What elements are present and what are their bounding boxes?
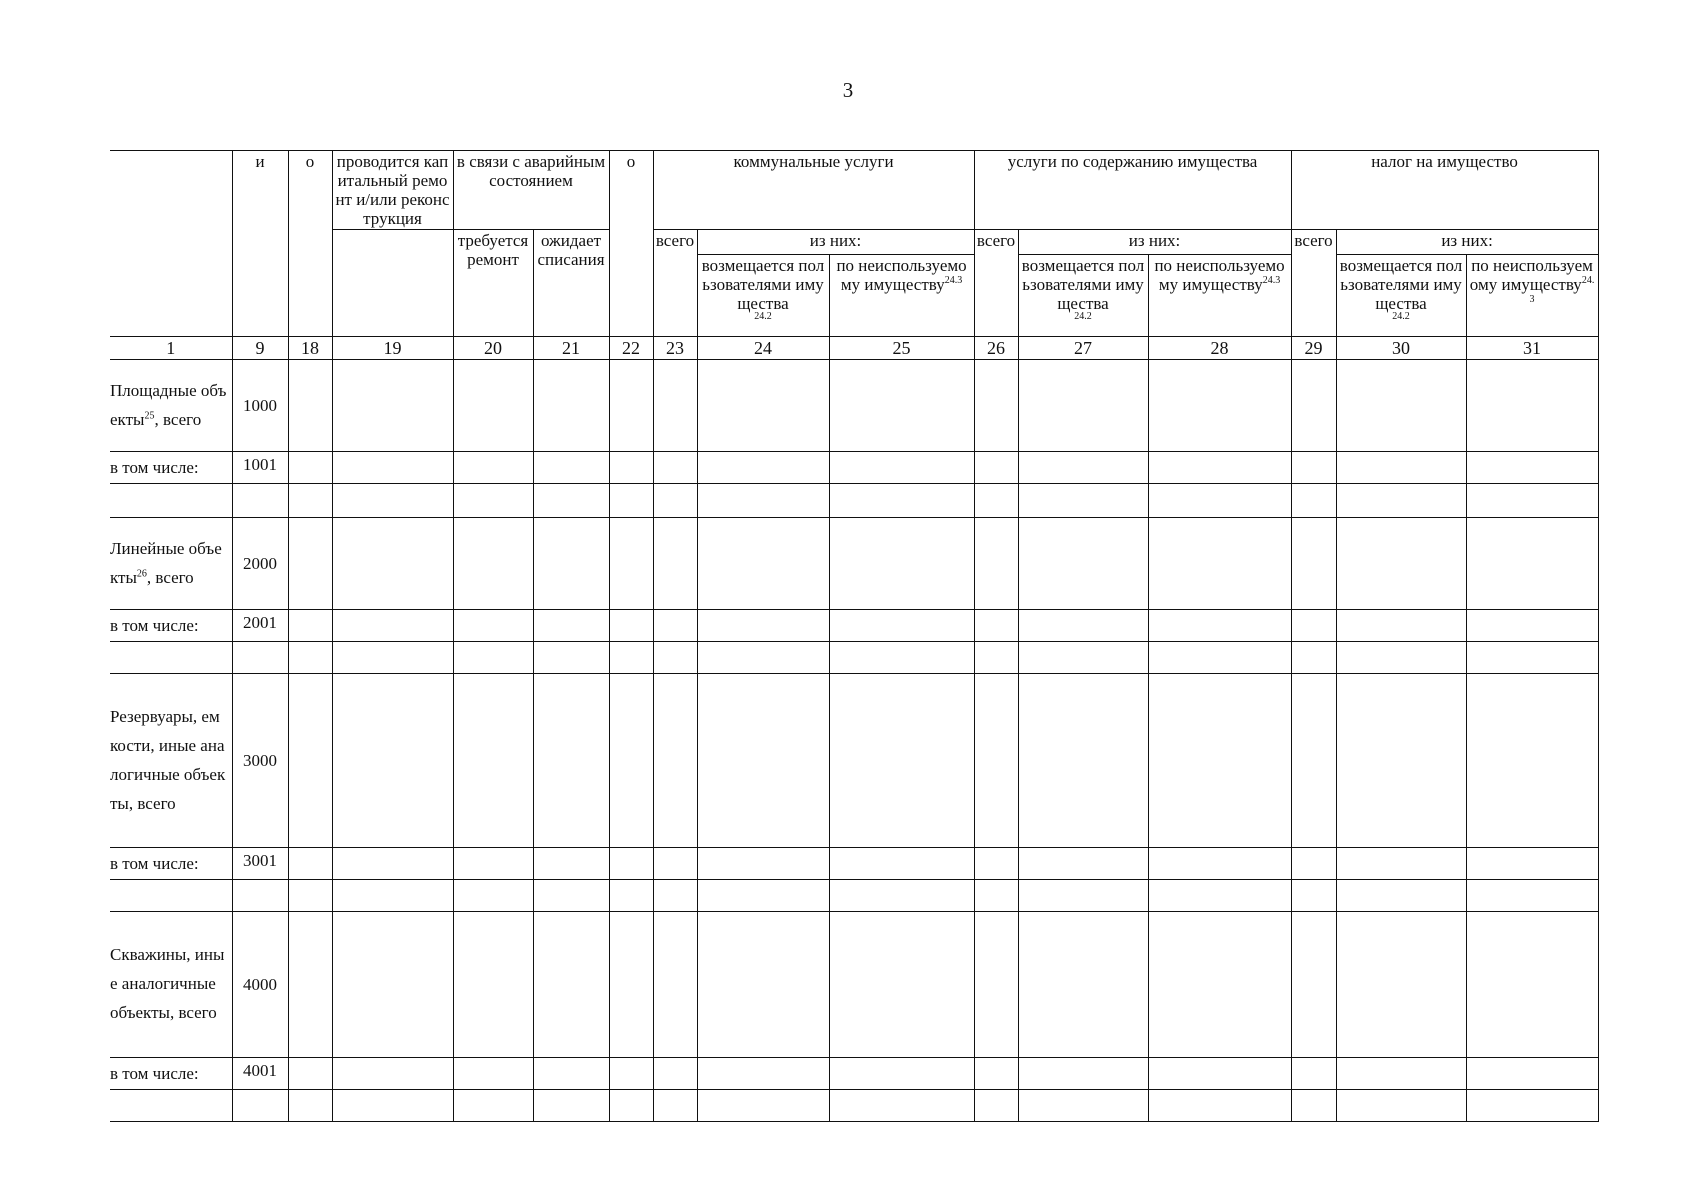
data-cell[interactable] bbox=[453, 880, 533, 912]
row-label bbox=[110, 360, 232, 452]
data-cell[interactable] bbox=[1148, 518, 1291, 610]
data-cell[interactable] bbox=[1466, 912, 1598, 1058]
data-cell[interactable] bbox=[332, 518, 453, 610]
data-cell[interactable] bbox=[453, 912, 533, 1058]
data-cell[interactable] bbox=[1466, 642, 1598, 674]
data-cell[interactable] bbox=[829, 848, 974, 880]
row-code: 1001 bbox=[232, 452, 288, 484]
table-row-blank bbox=[110, 880, 1598, 912]
table-row-3001 bbox=[110, 848, 1598, 880]
data-cell[interactable] bbox=[288, 518, 332, 610]
header-maintenance-total: всего bbox=[974, 230, 1018, 337]
data-cell[interactable] bbox=[1466, 1090, 1598, 1122]
data-cell[interactable] bbox=[829, 1090, 974, 1122]
data-cell[interactable] bbox=[533, 674, 609, 848]
data-cell[interactable] bbox=[829, 880, 974, 912]
data-cell[interactable] bbox=[829, 674, 974, 848]
data-cell[interactable] bbox=[1148, 484, 1291, 518]
data-cell[interactable] bbox=[1018, 452, 1148, 484]
data-cell[interactable] bbox=[1336, 912, 1466, 1058]
data-cell[interactable] bbox=[829, 1058, 974, 1090]
data-cell[interactable] bbox=[974, 912, 1018, 1058]
capital-repair-label: проводится капитальный ремонт и/или реконструкция bbox=[335, 152, 450, 229]
data-cell[interactable] bbox=[1291, 1090, 1336, 1122]
data-cell[interactable] bbox=[697, 610, 829, 642]
table-row-1000 bbox=[110, 360, 1598, 452]
header-utilities-reimbursed bbox=[697, 255, 829, 337]
row-label: Скважины, иные аналогичные объекты, всего bbox=[110, 912, 232, 1058]
data-cell[interactable] bbox=[974, 452, 1018, 484]
data-cell[interactable] bbox=[829, 518, 974, 610]
column-number: 21 bbox=[533, 337, 609, 360]
data-cell[interactable] bbox=[697, 452, 829, 484]
page-number: 3 bbox=[842, 78, 854, 102]
data-cell[interactable] bbox=[1336, 610, 1466, 642]
data-cell[interactable] bbox=[609, 912, 653, 1058]
data-cell[interactable] bbox=[1466, 360, 1598, 452]
data-cell[interactable] bbox=[697, 642, 829, 674]
data-cell[interactable] bbox=[653, 1058, 697, 1090]
data-cell[interactable] bbox=[653, 674, 697, 848]
data-cell[interactable] bbox=[533, 452, 609, 484]
data-cell[interactable] bbox=[1466, 848, 1598, 880]
row-label: Резервуары, емкости, иные аналогичные объекты, всего bbox=[110, 674, 232, 848]
data-cell[interactable] bbox=[1291, 880, 1336, 912]
data-cell[interactable] bbox=[332, 912, 453, 1058]
data-cell[interactable] bbox=[1291, 452, 1336, 484]
data-cell[interactable] bbox=[533, 642, 609, 674]
footnote-ref: 24.3 bbox=[944, 275, 963, 287]
report-form bbox=[110, 150, 1598, 1122]
data-cell[interactable] bbox=[1466, 484, 1598, 518]
table-row-4000 bbox=[110, 912, 1598, 1058]
row-label-text: Линейные объекты bbox=[110, 538, 222, 587]
data-cell[interactable] bbox=[1291, 1058, 1336, 1090]
data-cell[interactable] bbox=[609, 880, 653, 912]
row-label bbox=[110, 518, 232, 610]
header-tax-total: всего bbox=[1291, 230, 1336, 337]
row-label bbox=[110, 1090, 232, 1122]
data-cell[interactable] bbox=[1336, 880, 1466, 912]
data-cell[interactable] bbox=[609, 452, 653, 484]
column-number: 30 bbox=[1336, 337, 1466, 360]
header-col-o: о bbox=[288, 151, 332, 337]
column-number: 9 bbox=[232, 337, 288, 360]
data-cell[interactable] bbox=[1291, 674, 1336, 848]
data-cell[interactable] bbox=[1018, 360, 1148, 452]
data-cell[interactable] bbox=[332, 642, 453, 674]
data-cell[interactable] bbox=[453, 1090, 533, 1122]
data-cell[interactable] bbox=[533, 1058, 609, 1090]
data-cell[interactable] bbox=[609, 642, 653, 674]
footnote-ref: 26 bbox=[136, 567, 147, 579]
row-label-suffix: , всего bbox=[154, 409, 202, 429]
data-cell[interactable] bbox=[697, 848, 829, 880]
data-cell[interactable] bbox=[453, 518, 533, 610]
data-cell[interactable] bbox=[1336, 1090, 1466, 1122]
data-cell[interactable] bbox=[1018, 1090, 1148, 1122]
data-cell[interactable] bbox=[453, 452, 533, 484]
data-cell[interactable] bbox=[533, 880, 609, 912]
data-cell[interactable] bbox=[653, 1090, 697, 1122]
data-cell[interactable] bbox=[697, 674, 829, 848]
table-row-blank bbox=[110, 484, 1598, 518]
data-cell[interactable] bbox=[1466, 452, 1598, 484]
data-cell[interactable] bbox=[829, 912, 974, 1058]
data-cell[interactable] bbox=[609, 518, 653, 610]
data-cell[interactable] bbox=[829, 610, 974, 642]
header-utilities: коммунальные услуги bbox=[653, 151, 974, 230]
row-code: 3000 bbox=[232, 674, 288, 848]
data-cell[interactable] bbox=[533, 848, 609, 880]
column-number: 1 bbox=[110, 337, 232, 360]
row-code: 2001 bbox=[232, 610, 288, 642]
data-cell[interactable] bbox=[609, 848, 653, 880]
row-label bbox=[110, 484, 232, 518]
column-number: 20 bbox=[453, 337, 533, 360]
data-cell[interactable] bbox=[653, 452, 697, 484]
footnote-ref: 24.2 bbox=[1074, 311, 1092, 323]
data-cell[interactable] bbox=[609, 360, 653, 452]
header-maintenance-reimbursed bbox=[1018, 255, 1148, 337]
table-row-4001 bbox=[110, 1058, 1598, 1090]
data-cell[interactable] bbox=[609, 1058, 653, 1090]
data-cell[interactable] bbox=[697, 880, 829, 912]
data-cell[interactable] bbox=[653, 518, 697, 610]
table-row-3000 bbox=[110, 674, 1598, 848]
data-cell[interactable] bbox=[653, 484, 697, 518]
header-property-tax: налог на имущество bbox=[1291, 151, 1598, 230]
data-cell[interactable] bbox=[332, 484, 453, 518]
header-col-o-2: о bbox=[609, 151, 653, 337]
data-cell[interactable] bbox=[453, 610, 533, 642]
data-cell[interactable] bbox=[1336, 518, 1466, 610]
row-label: в том числе: bbox=[110, 452, 232, 484]
row-code[interactable] bbox=[232, 1090, 288, 1122]
data-cell[interactable] bbox=[1466, 610, 1598, 642]
column-number: 24 bbox=[697, 337, 829, 360]
data-cell[interactable] bbox=[974, 880, 1018, 912]
header-maintenance-of-which: из них: bbox=[1018, 230, 1291, 255]
header-utilities-total: всего bbox=[653, 230, 697, 337]
data-cell[interactable] bbox=[1291, 642, 1336, 674]
header-capital-repair bbox=[332, 151, 453, 230]
data-cell[interactable] bbox=[1148, 1090, 1291, 1122]
table-row-1001 bbox=[110, 452, 1598, 484]
data-cell[interactable] bbox=[974, 484, 1018, 518]
reimbursed-label: возмещается пользователями имущества bbox=[1339, 256, 1463, 314]
data-cell[interactable] bbox=[1148, 642, 1291, 674]
data-cell[interactable] bbox=[1336, 674, 1466, 848]
data-cell[interactable] bbox=[829, 452, 974, 484]
unused-label: по неиспользуемому имуществу bbox=[836, 256, 967, 295]
data-cell[interactable] bbox=[288, 360, 332, 452]
data-cell[interactable] bbox=[332, 880, 453, 912]
header-awaits-writeoff: ожидает списания bbox=[533, 230, 609, 337]
header-utilities-of-which: из них: bbox=[697, 230, 974, 255]
data-cell[interactable] bbox=[1336, 360, 1466, 452]
data-cell[interactable] bbox=[288, 642, 332, 674]
data-cell[interactable] bbox=[697, 360, 829, 452]
table-row-blank bbox=[110, 1090, 1598, 1122]
data-cell[interactable] bbox=[1466, 880, 1598, 912]
column-number: 18 bbox=[288, 337, 332, 360]
header-maintenance-unused bbox=[1148, 255, 1291, 337]
data-cell[interactable] bbox=[1018, 880, 1148, 912]
header-requires-repair: требуется ремонт bbox=[453, 230, 533, 337]
data-cell[interactable] bbox=[697, 518, 829, 610]
header-tax-reimbursed bbox=[1336, 255, 1466, 337]
header-name-cell bbox=[110, 151, 232, 337]
data-cell[interactable] bbox=[1466, 518, 1598, 610]
data-cell[interactable] bbox=[332, 1058, 453, 1090]
data-cell[interactable] bbox=[974, 1090, 1018, 1122]
data-cell[interactable] bbox=[1018, 610, 1148, 642]
data-cell[interactable] bbox=[974, 610, 1018, 642]
data-cell[interactable] bbox=[1148, 674, 1291, 848]
data-cell[interactable] bbox=[332, 360, 453, 452]
table-row-blank bbox=[110, 642, 1598, 674]
header-row-1 bbox=[110, 151, 1598, 230]
data-cell[interactable] bbox=[332, 452, 453, 484]
column-number: 28 bbox=[1148, 337, 1291, 360]
data-cell[interactable] bbox=[653, 848, 697, 880]
data-cell[interactable] bbox=[288, 1090, 332, 1122]
column-number: 31 bbox=[1466, 337, 1598, 360]
data-cell[interactable] bbox=[829, 484, 974, 518]
data-cell[interactable] bbox=[1291, 518, 1336, 610]
data-cell[interactable] bbox=[1148, 610, 1291, 642]
reimbursed-label: возмещается пользователями имущества bbox=[701, 256, 825, 314]
table-row-2001 bbox=[110, 610, 1598, 642]
data-cell[interactable] bbox=[288, 484, 332, 518]
header-row-2 bbox=[110, 230, 1598, 255]
header-utilities-unused bbox=[829, 255, 974, 337]
data-cell[interactable] bbox=[974, 518, 1018, 610]
data-cell[interactable] bbox=[653, 912, 697, 1058]
data-cell[interactable] bbox=[1291, 610, 1336, 642]
data-cell[interactable] bbox=[1018, 848, 1148, 880]
data-cell[interactable] bbox=[1291, 484, 1336, 518]
data-cell[interactable] bbox=[1018, 1058, 1148, 1090]
column-numbers-row bbox=[110, 337, 1598, 360]
data-cell[interactable] bbox=[453, 1058, 533, 1090]
column-number: 27 bbox=[1018, 337, 1148, 360]
row-code: 3001 bbox=[232, 848, 288, 880]
column-number: 29 bbox=[1291, 337, 1336, 360]
data-cell[interactable] bbox=[1291, 360, 1336, 452]
data-cell[interactable] bbox=[1336, 484, 1466, 518]
data-cell[interactable] bbox=[533, 518, 609, 610]
row-code[interactable] bbox=[232, 484, 288, 518]
data-cell[interactable] bbox=[609, 674, 653, 848]
data-cell[interactable] bbox=[1148, 360, 1291, 452]
property-costs-table bbox=[110, 150, 1599, 1122]
data-cell[interactable] bbox=[288, 452, 332, 484]
data-cell[interactable] bbox=[1148, 912, 1291, 1058]
footnote-ref: 24.2 bbox=[754, 311, 772, 323]
row-code: 1000 bbox=[232, 360, 288, 452]
data-cell[interactable] bbox=[1336, 452, 1466, 484]
footnote-ref: 24.3 bbox=[1262, 275, 1281, 287]
data-cell[interactable] bbox=[1291, 848, 1336, 880]
unused-label: по неиспользуемому имуществу bbox=[1469, 256, 1593, 295]
data-cell[interactable] bbox=[974, 674, 1018, 848]
data-cell[interactable] bbox=[653, 610, 697, 642]
row-label: в том числе: bbox=[110, 848, 232, 880]
data-cell[interactable] bbox=[288, 880, 332, 912]
row-code: 2000 bbox=[232, 518, 288, 610]
data-cell[interactable] bbox=[697, 1058, 829, 1090]
data-cell[interactable] bbox=[653, 642, 697, 674]
column-number: 23 bbox=[653, 337, 697, 360]
footnote-ref: 24.2 bbox=[1392, 311, 1410, 323]
data-cell[interactable] bbox=[1018, 674, 1148, 848]
table-row-2000 bbox=[110, 518, 1598, 610]
data-cell[interactable] bbox=[1018, 518, 1148, 610]
data-cell[interactable] bbox=[288, 610, 332, 642]
data-cell[interactable] bbox=[332, 610, 453, 642]
row-code[interactable] bbox=[232, 880, 288, 912]
column-number: 25 bbox=[829, 337, 974, 360]
data-cell[interactable] bbox=[697, 1090, 829, 1122]
data-cell[interactable] bbox=[1148, 1058, 1291, 1090]
row-label bbox=[110, 880, 232, 912]
row-label: в том числе: bbox=[110, 1058, 232, 1090]
column-number: 19 bbox=[332, 337, 453, 360]
data-cell[interactable] bbox=[1148, 452, 1291, 484]
data-cell[interactable] bbox=[453, 360, 533, 452]
row-code: 4000 bbox=[232, 912, 288, 1058]
header-tax-unused bbox=[1466, 255, 1598, 337]
header-tax-of-which: из них: bbox=[1336, 230, 1598, 255]
data-cell[interactable] bbox=[653, 360, 697, 452]
data-cell[interactable] bbox=[453, 642, 533, 674]
data-cell[interactable] bbox=[1018, 484, 1148, 518]
row-label: в том числе: bbox=[110, 610, 232, 642]
data-cell[interactable] bbox=[332, 1090, 453, 1122]
data-cell[interactable] bbox=[609, 610, 653, 642]
row-label bbox=[110, 642, 232, 674]
data-cell[interactable] bbox=[974, 642, 1018, 674]
data-cell[interactable] bbox=[1336, 848, 1466, 880]
data-cell[interactable] bbox=[609, 1090, 653, 1122]
data-cell[interactable] bbox=[653, 880, 697, 912]
header-capital-cont bbox=[332, 230, 453, 337]
data-cell[interactable] bbox=[829, 360, 974, 452]
data-cell[interactable] bbox=[288, 674, 332, 848]
column-number: 26 bbox=[974, 337, 1018, 360]
footnote-ref: 25 bbox=[144, 409, 155, 421]
data-cell[interactable] bbox=[1291, 912, 1336, 1058]
row-code[interactable] bbox=[232, 642, 288, 674]
header-maintenance: услуги по содержанию имущества bbox=[974, 151, 1291, 230]
data-cell[interactable] bbox=[974, 360, 1018, 452]
row-label-suffix: , всего bbox=[146, 567, 194, 587]
column-number: 22 bbox=[609, 337, 653, 360]
data-cell[interactable] bbox=[453, 674, 533, 848]
reimbursed-label: возмещается пользователями имущества bbox=[1021, 256, 1145, 314]
data-cell[interactable] bbox=[332, 674, 453, 848]
data-cell[interactable] bbox=[533, 610, 609, 642]
data-cell[interactable] bbox=[288, 1058, 332, 1090]
data-cell[interactable] bbox=[288, 912, 332, 1058]
row-label-text: Площадные объекты bbox=[110, 380, 227, 429]
footnote-ref: 24.3 bbox=[1529, 275, 1595, 306]
data-cell[interactable] bbox=[1466, 1058, 1598, 1090]
data-cell[interactable] bbox=[288, 848, 332, 880]
header-emergency-state: в связи с аварийным состоянием bbox=[453, 151, 609, 230]
data-cell[interactable] bbox=[533, 484, 609, 518]
data-cell[interactable] bbox=[1018, 912, 1148, 1058]
data-cell[interactable] bbox=[829, 642, 974, 674]
row-code: 4001 bbox=[232, 1058, 288, 1090]
data-cell[interactable] bbox=[533, 912, 609, 1058]
data-cell[interactable] bbox=[1466, 674, 1598, 848]
data-cell[interactable] bbox=[533, 1090, 609, 1122]
data-cell[interactable] bbox=[609, 484, 653, 518]
data-cell[interactable] bbox=[1336, 642, 1466, 674]
data-cell[interactable] bbox=[453, 848, 533, 880]
data-cell[interactable] bbox=[1148, 880, 1291, 912]
data-cell[interactable] bbox=[974, 848, 1018, 880]
data-cell[interactable] bbox=[1336, 1058, 1466, 1090]
data-cell[interactable] bbox=[1148, 848, 1291, 880]
data-cell[interactable] bbox=[453, 484, 533, 518]
data-cell[interactable] bbox=[697, 484, 829, 518]
header-col-i: и bbox=[232, 151, 288, 337]
data-cell[interactable] bbox=[1018, 642, 1148, 674]
data-cell[interactable] bbox=[697, 912, 829, 1058]
data-cell[interactable] bbox=[974, 1058, 1018, 1090]
data-cell[interactable] bbox=[533, 360, 609, 452]
unused-label: по неиспользуемому имуществу bbox=[1154, 256, 1285, 295]
data-cell[interactable] bbox=[332, 848, 453, 880]
